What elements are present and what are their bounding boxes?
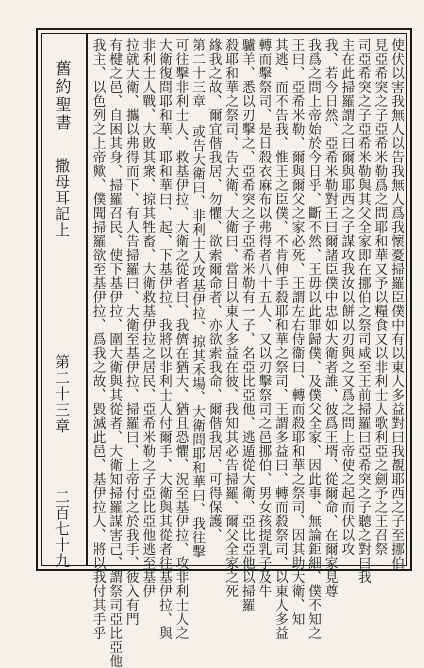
text-column: 司亞希突之子亞希米勒與其父全家即在挪伯之祭司咸至王前掃羅曰亞希突之子聽之對曰我 xyxy=(354,38,371,584)
text-column: 我爲之問上帝始於今日乎、斷不然、王毋以此罪歸僕、及僕父全家、因此事、無論鉅細、僕不知之 xyxy=(305,38,322,640)
text-column: 可往擊非利士人、救基伊拉、大衛之從者曰、我儕在猶大、猶且恐懼、況至基伊拉、攻非利士人之 xyxy=(172,38,189,640)
chapter-label: 第二十三章 xyxy=(53,354,71,434)
margin-column xyxy=(42,34,88,569)
text-column: 王曰、亞希米勒、爾與爾父之家必死、王謂左右侍衞曰、轉而殺耶和華之祭司、因其助大衛、知 xyxy=(288,38,305,626)
text-column: 主在此掃羅謂之曰爾與耶西之子謀攻我汝以餅以刃與之又爲之問上帝使之起而伏以攻 xyxy=(338,38,355,556)
text-column: 非利士人戰、大敗其衆、掠其牲畜、大衛救基伊拉之居民、亞希米勒之子亞比亞他逃至基伊 xyxy=(139,38,156,598)
text-column: 見亞希突之子亞希米勒爲之問耶和華又予以糧食又以非利士人歌利亞之劍予之王召祭 xyxy=(371,38,388,556)
text-column: 使伏以害我無人以告我無人爲我懷憂掃羅臣僕中有以東人多益對曰我覩耶西之子至挪伯 xyxy=(388,38,404,570)
inner-frame xyxy=(41,33,407,668)
text-column: 拉就大衛、攜以弗得而下、有人告掃羅曰、大衛至基伊拉、掃羅曰、上帝付之於我手、彼入有門 xyxy=(122,38,139,626)
text-column: 其逃、而不告我、惟王之臣僕、不肯伸手殺耶和華之祭司、王謂多益曰、轉而殺祭司、以東人多益 xyxy=(271,38,288,640)
body-text xyxy=(88,38,404,668)
page-number: 二百七十九 xyxy=(53,489,71,569)
page-frame xyxy=(36,28,412,668)
book-title: 舊約聖書 xyxy=(53,60,72,132)
book-section: 撒母耳記上 xyxy=(53,158,71,238)
text-column: 我主、以色列之上帝歟、僕聞掃羅欲至基伊拉、爲我之故、毀滅此邑、基伊拉人、將以我付其手乎 xyxy=(89,38,106,640)
text-column: 緣我之故、爾宜偕我居、勿懼、欲索爾命者、亦欲索我命、爾偕我居、可得保護、 xyxy=(205,38,222,542)
text-column: 有楗之邑、自困其身、掃羅召民、使下基伊拉、圍大衛與其從者、大衛知掃羅謀害己、謂祭司亞比亞他 xyxy=(106,38,123,668)
text-column: 驢羊、悉以刃擊之、亞希突之子亞希米勒有一子、名亞比亞他、逃遁從大衛、亞比亞他以掃羅 xyxy=(238,38,255,612)
text-column: 我、若今日然、亞希米勒對王曰爾諸臣僕中忠如大衛者誰、彼爲王壻、從爾命、在爾家見尊 xyxy=(321,38,338,598)
text-column: 第二十三章 或告大衛曰、非利士人攻基伊拉、掠其禾場、大衛問耶和華曰、我往擊 xyxy=(189,38,206,559)
text-column: 殺耶和華之祭司、告大衛、大衛曰、當日以東人多益在彼、我知其必告掃羅、爾父全家之死 xyxy=(222,38,239,598)
text-column: 轉而擊祭司、是日殺衣麻布以弗得者八十五人、又以刃擊祭司之邑挪伯、男女孩提乳子及牛 xyxy=(255,38,272,598)
text-column: 大衛復問耶和華、耶和華曰、起、下基伊拉、我將以非利士人付爾手、大衛與其從者往基伊拉、與 xyxy=(155,38,172,640)
